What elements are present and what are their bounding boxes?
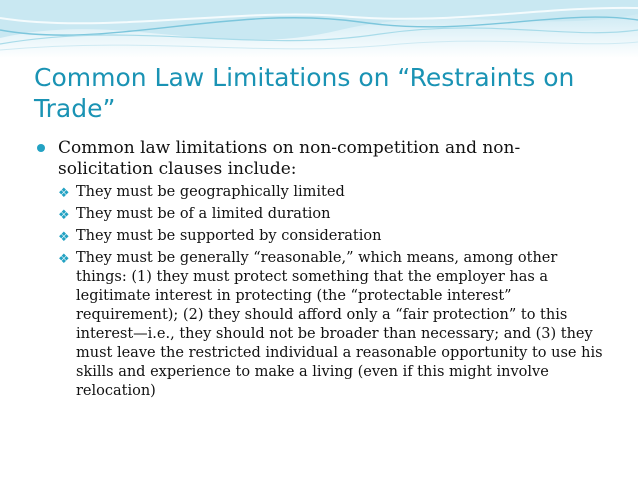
diamond-bullet-icon: ❖ [58, 230, 70, 245]
slide-title: Common Law Limitations on “Restraints on Trade” [34, 63, 575, 123]
sub-bullet-text: They must be geographically limited [76, 184, 345, 200]
main-bullet [34, 138, 604, 401]
sub-bullet-item [58, 205, 604, 224]
header-wave-banner [0, 0, 638, 58]
sub-bullet-list [58, 183, 604, 401]
round-bullet-icon [37, 144, 45, 152]
main-bullet-text: Common law limitations on non-competition and non-solicitation clauses include: [58, 138, 521, 179]
diamond-bullet-icon: ❖ [58, 252, 70, 267]
diamond-bullet-icon: ❖ [58, 186, 70, 201]
sub-bullet-text: They must be of a limited duration [76, 206, 331, 222]
sub-bullet-text: They must be supported by consideration [76, 228, 382, 244]
sub-bullet-item [58, 183, 604, 202]
wave-decoration [0, 0, 638, 58]
diamond-bullet-icon: ❖ [58, 208, 70, 223]
sub-bullet-item [58, 227, 604, 246]
sub-bullet-text: They must be generally “reasonable,” which means, among other things: (1) they must protect something that the employer has a legitimate interest in protecting (the “protectable interest” requirement); (2) they should afford only a “fair protection” to this interest—i.e., they should not be broader than necessary; and (3) they must leave the restricted individual a reasonable opportunity to use his skills and experience to make a living (even if this might involve relocation) [76, 250, 603, 399]
bullet-list [34, 138, 604, 404]
sub-bullet-item [58, 249, 604, 401]
